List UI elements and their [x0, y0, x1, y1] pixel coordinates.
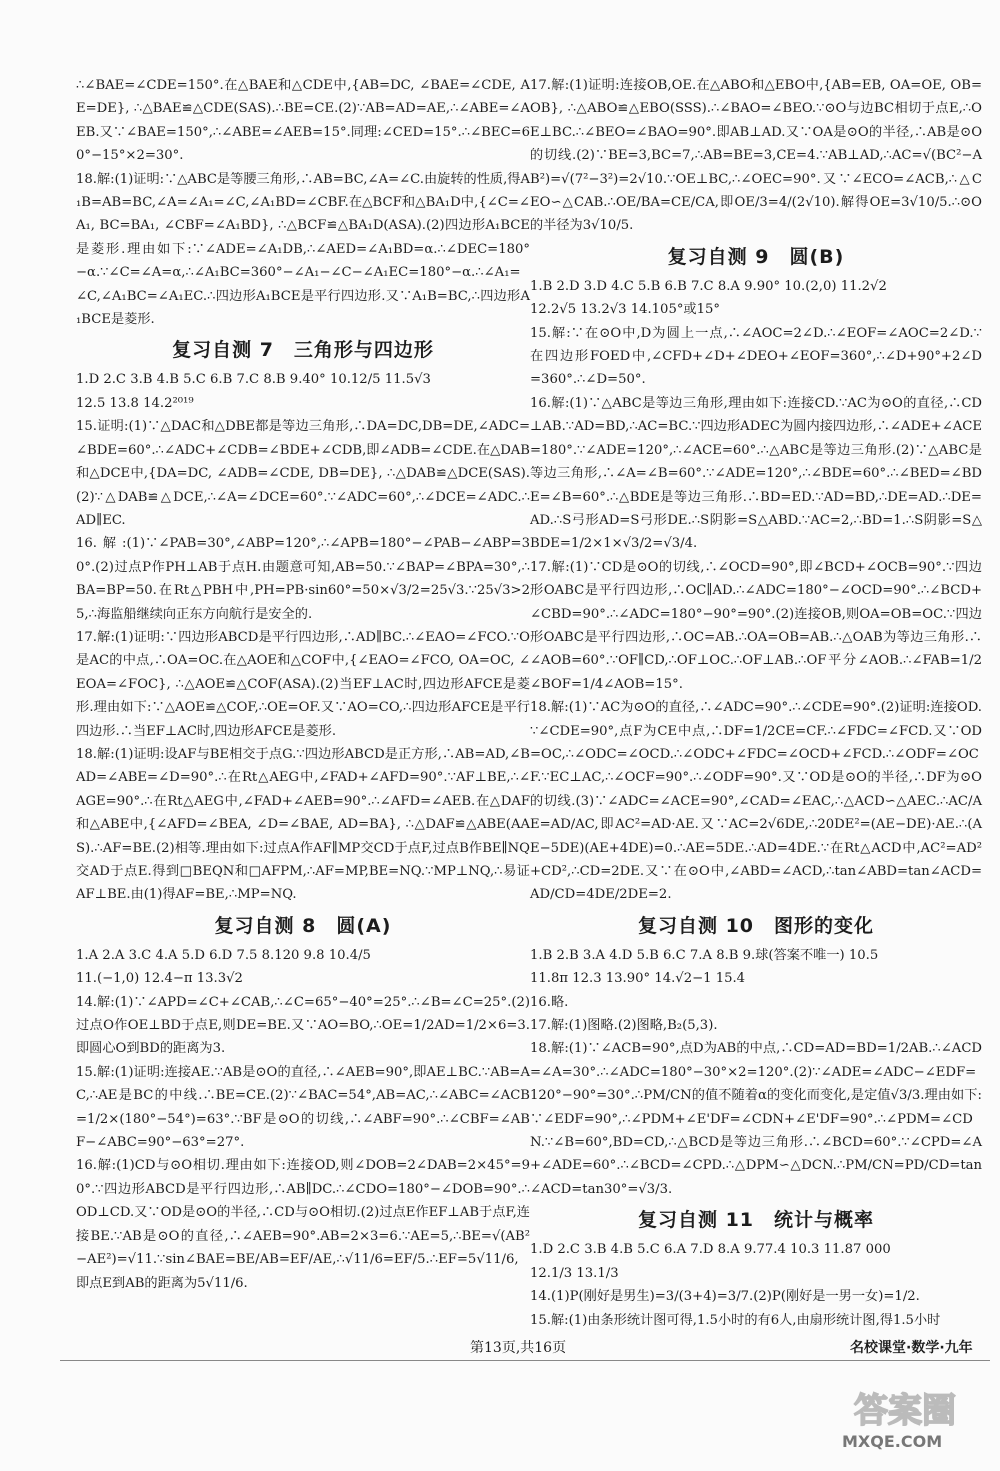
- answer-block: 18.解:(1)证明:设AF与BE相交于点G.∵四边形ABCD是正方形,∴AB=AD,∠BAD=∠ABE=∠D=90°.∴在Rt△AEG中,∠FAD+∠AFD=90°.∵AF⊥BE,∴∠AGE=90°.∴在Rt△AEG中,∠FAD+∠AEB=90°.∴∠AFD=∠AEB.在△DAF和△ABE中,{∠AFD=∠BEA, ∠D=∠BAE, AD=BA}, ∴△DAF≌△ABE(AAS).∴AF=BE.(2)相等.理由如下:过点A作AF∥MP交CD于点F,过点B作BE∥NQ交AD于点E.得到□BEQN和□AFPM,∴AF=MP,BE=NQ.∵MP⊥NQ,∴易证AF⊥BE.由(1)得AF=BE,∴MP=NQ.: [76, 746, 530, 903]
- answer-block: 18.解:(1)证明:∵△ABC是等腰三角形,∴AB=BC,∠A=∠C.由旋转的性质,得A₁B=AB=BC,∠A=∠A₁=∠C,∠A₁BD=∠CBF.在△BCF和△BA₁D中,{∠C=∠A₁, BC=BA₁, ∠CBF=∠A₁BD}, ∴△BCF≌△BA₁D(ASA).(2)四边形A₁BCE是菱形.理由如下:∵∠ADE=∠A₁DB,∴∠AED=∠A₁BD=α.∴∠DEC=180°−α.∵∠C=∠A=α,∴∠A₁BC=360°−∠A₁−∠C−∠A₁EC=180°−α.∴∠A₁=∠C,∠A₁BC=∠A₁EC.∴四边形A₁BCE是平行四边形.又∵A₁B=BC,∴四边形A₁BCE是菱形.: [76, 171, 531, 328]
- answer-block: 16.解:(1)∵∠PAB=30°,∠ABP=120°,∴∠APB=180°−∠PAB−∠ABP=30°.(2)过点P作PH⊥AB于点H.由题意可知,AB=50.∵∠BAP=∠BPA=30°,∴BA=BP=50.在Rt△PBH中,PH=PB·sin60°=50×√3/2=25√3.∵25√3>25,∴海监船继续向正东方向航行是安全的.: [76, 536, 530, 622]
- watermark-text: 答案圈: [854, 1391, 956, 1431]
- answer-line: 1.D 2.C 3.B 4.B 5.C 6.A 7.D 8.A 9.77.4 10.3 11.87 000: [530, 1242, 891, 1258]
- answer-block: 18.解:(1)∵∠ACB=90°,点D为AB的中点,∴CD=AD=BD=1/2AB.∴∠ACD=∠A=30°.∴∠ADC=180°−30°×2=120°.(2)∵∠ADE=∠ADC−∠EDF=120°−90°=30°.∴PM/CN的值不随着α的变化而变化,是定值√3/3.理由如下:∵∠EDF=90°,∴∠PDM+∠E'DF=∠CDN+∠E'DF=90°.∴∠PDM=∠CDN.∵∠B=60°,BD=CD,∴△BCD是等边三角形.∴∠BCD=60°.∵∠CPD=∠A+∠ADE=60°.∴∠BCD=∠CPD.∴△DPM∽△DCN.∴PM/CN=PD/CD=tan∠ACD=tan30°=√3/3.: [530, 1041, 982, 1197]
- answer-line: 1.D 2.C 3.B 4.B 5.C 6.B 7.C 8.B 9.40° 10.12/5 11.5√3: [76, 372, 431, 388]
- answer-line: 1.B 2.B 3.A 4.D 5.B 6.C 7.A 8.B 9.球(答案不唯一) 10.5: [530, 947, 879, 963]
- answer-line: 1.B 2.D 3.D 4.C 5.B 6.B 7.C 8.A 9.90° 10.(2,0) 11.2√2: [530, 278, 887, 294]
- section-heading: 复习自测 8 圆(A): [214, 914, 392, 937]
- answer-block: 15.解:∵在⊙O中,D为圆上一点,∴∠AOC=2∠D.∴∠EOF=∠AOC=2∠D.∵在四边形FOED中,∠CFD+∠D+∠DEO+∠EOF=360°,∴∠D+90°+2∠D=360°.∴∠D=50°.: [530, 325, 982, 388]
- answer-line: 1.A 2.A 3.C 4.A 5.D 6.D 7.5 8.120 9.8 10.4/5: [76, 947, 371, 963]
- answer-line: 16.略.: [530, 994, 569, 1010]
- section-heading: 复习自测 11 统计与概率: [637, 1209, 875, 1232]
- answer-block: 16.解:(1)CD与⊙O相切.理由如下:连接OD,则∠DOB=2∠DAB=2×45°=90°.∵四边形ABCD是平行四边形,∴AB∥DC.∴∠CDO=180°−∠DOB=90°.∴OD⊥CD.又∵OD是⊙O的半径,∴CD与⊙O相切.(2)过点E作EF⊥AB于点F,连接BE.∵AB是⊙O的直径,∴∠AEB=90°.AB=2×3=6.∵AE=5,∴BE=√(AB²−AE²)=√11.∵sin∠BAE=BE/AB=EF/AE,∴√11/6=EF/5.∴EF=5√11/6,即点E到AB的距离为5√11/6.: [76, 1158, 530, 1291]
- answer-block: 14.解:(1)∵∠APD=∠C+∠CAB,∴∠C=65°−40°=25°.∴∠B=∠C=25°.(2)过点O作OE⊥BD于点E,则DE=BE.又∵AO=BO,∴OE=1/2AD=1/2×6=3.即圆心O到BD的距离为3.: [76, 994, 530, 1057]
- section-heading: 复习自测 10 图形的变化: [637, 914, 875, 937]
- watermark-url: MXQE.COM: [842, 1432, 943, 1451]
- section-heading: 复习自测 7 三角形与四边形: [172, 339, 434, 362]
- answer-line: 11.(−1,0) 12.4−π 13.3√2: [76, 971, 243, 987]
- answer-line: 11.8π 12.3 13.90° 14.√2−1 15.4: [530, 971, 746, 987]
- answer-block: 17.解:(1)证明:连接OB,OE.在△ABO和△EBO中,{AB=EB, OA=OE, OB=OB}, ∴△ABO≌△EBO(SSS).∴∠BAO=∠BEO.∵⊙O与边BC相切于点E,∴OE⊥BC.∴∠BEO=∠BAO=90°.即AB⊥AD.又∵OA是⊙O的半径,∴AB是⊙O的切线.(2)∵BE=3,BC=7,∴AB=BE=3,CE=4.∵AB⊥AD,∴AC=√(BC²−AB²)=√(7²−3²)=2√10.∵OE⊥BC,∴∠OEC=90°.又∵∠ECO=∠ACB,∴△CEO∽△CAB.∴OE/BA=CE/CA,即OE/3=4/(2√10).解得OE=3√10/5.∴⊙O的半径为3√10/5.: [530, 78, 982, 234]
- answer-block: 18.解:(1)∵AC为⊙O的直径,∴∠ADC=90°.∴∠CDE=90°.(2)证明:连接OD.∵∠CDE=90°,点F为CE中点,∴DF=1/2CE=CF.∴∠FDC=∠FCD.又∵OD=OC,∴∠ODC=∠OCD.∴∠ODC+∠FDC=∠OCD+∠FCD.∴∠ODF=∠OCF.∵EC⊥AC,∴∠OCF=90°.∴∠ODF=90°.又∵OD是⊙O的半径,∴DF为⊙O的切线.(3)∵∠ADC=∠ACE=90°,∠CAD=∠EAC,∴△ACD∽△AEC.∴AC/AE=AD/AC,即AC²=AD·AE.又∵AC=2√6DE,∴20DE²=(AE−DE)·AE.∴(AE−5DE)(AE+4DE)=0.∴AE=5DE.∴AD=4DE.∵在Rt△ACD中,AC²=AD²+CD²,∴CD=2DE.又∵在⊙O中,∠ABD=∠ACD,∴tan∠ABD=tan∠ACD=AD/CD=4DE/2DE=2.: [530, 700, 982, 903]
- footer-divider: [60, 1360, 990, 1361]
- answer-line: 12.1/3 13.1/3: [530, 1265, 619, 1281]
- answer-block: 16.解:(1)∵△ABC是等边三角形,理由如下:连接CD.∵AC为⊙O的直径,∴CD⊥AB.∵AD=BD,∴AC=BC.∵四边形ADEC为圆内接四边形,∴∠ADE+∠ACE=180°.∵∠ADE=120°,∴∠ACE=60°.∴△ABC是等边三角形.(2)∵△ABC是等边三角形,∴∠A=∠B=60°.∵∠ADE=120°,∴∠BDE=60°.∴∠BED=∠BDE=∠B=60°.∴△BDE是等边三角形.∴BD=ED.∵AD=BD,∴DE=AD.∴DE=AD.∴S弓形AD=S弓形DE.∴S阴影=S△ABD.∵AC=2,∴BD=1.∴S阴影=S△BDE=1/2×1×√3/2=√3/4.: [530, 395, 982, 552]
- answer-block: 15.解:(1)证明:连接AE.∵AB是⊙O的直径,∴∠AEB=90°,即AE⊥BC.∵AB=AC,∴AE是BC的中线.∴BE=CE.(2)∵∠BAC=54°,AB=AC,∴∠ABC=∠ACB=1/2×(180°−54°)=63°.∵BF是⊙O的切线,∴∠ABF=90°.∴∠CBF=∠ABF−∠ABC=90°−63°=27°.: [76, 1064, 530, 1151]
- answer-line: 12.2√5 13.2√3 14.105°或15°: [530, 302, 720, 318]
- answer-block: 17.解:(1)证明:∵四边形ABCD是平行四边形,∴AD∥BC.∴∠EAO=∠FCO.∵O是AC的中点,∴OA=OC.在△AOE和△COF中,{∠EAO=∠FCO, OA=OC, ∠EOA=∠FOC}, ∴△AOE≌△COF(ASA).(2)当EF⊥AC时,四边形AFCE是菱形.理由如下:∵△AOE≌△COF,∴OE=OF.又∵AO=CO,∴四边形AFCE是平行四边形.∴当EF⊥AC时,四边形AFCE是菱形.: [76, 629, 530, 739]
- right-column: [530, 74, 982, 1332]
- answer-block: ∴∠BAE=∠CDE=150°.在△BAE和△CDE中,{AB=DC, ∠BAE=∠CDE, AE=DE}, ∴△BAE≌△CDE(SAS).∴BE=CE.(2)∵AB=AD=AE,∴∠ABE=∠AEB.又∵∠BAE=150°,∴∠ABE=∠AEB=15°.同理:∠CED=15°.∴∠BEC=60°−15°×2=30°.: [76, 78, 530, 164]
- section-heading: 复习自测 9 圆(B): [667, 245, 845, 268]
- book-title: 名校课堂·数学·九年: [850, 1340, 973, 1356]
- answer-line: 14.(1)P(刚好是男生)=3/(3+4)=3/7.(2)P(刚好是一男一女)=1/2.: [530, 1289, 920, 1305]
- answer-line: 17.解:(1)图略.(2)图略,B₂(5,3).: [530, 1018, 718, 1034]
- left-column: [76, 74, 530, 1295]
- answer-block: 17.解:(1)∵CD是⊙O的切线,∴∠OCD=90°,即∠BCD+∠OCB=90°.∵四边形OABC是平行四边形,∴OC∥AD.∴∠ADC=180°−∠OCD=90°.∴∠BCD+∠CBD=90°.∴∠ADC=180°−90°=90°.(2)连接OB,则OA=OB=OC.∵四边形OABC是平行四边形,∴OC=AB.∴OA=OB=AB.∴△OAB为等边三角形.∴∠AOB=60°.∵OF∥CD,∴OF⊥OC.∴OF⊥AB.∴OF平分∠AOB.∴∠FAB=1/2∠BOF=1/4∠AOB=15°.: [530, 559, 982, 692]
- answer-block: 15.证明:(1)∵△DAC和△DBE都是等边三角形,∴DA=DC,DB=DE,∠ADC=∠BDE=60°.∴∠ADC+∠CDB=∠BDE+∠CDB,即∠ADB=∠CDE.在△DAB和△DCE中,{DA=DC, ∠ADB=∠CDE, DB=DE}, ∴△DAB≌△DCE(SAS).(2)∵△DAB≌△DCE,∴∠A=∠DCE=60°.∵∠ADC=60°,∴∠DCE=∠ADC.∴AD∥EC.: [76, 419, 530, 528]
- page-number: 第13页,共16页: [470, 1340, 567, 1356]
- answer-block: 15.解:(1)由条形统计图可得,1.5小时的有6人,由扇形统计图,得1.5小时: [530, 1312, 941, 1328]
- answer-line: 12.5 13.8 14.2²⁰¹⁹: [76, 395, 194, 411]
